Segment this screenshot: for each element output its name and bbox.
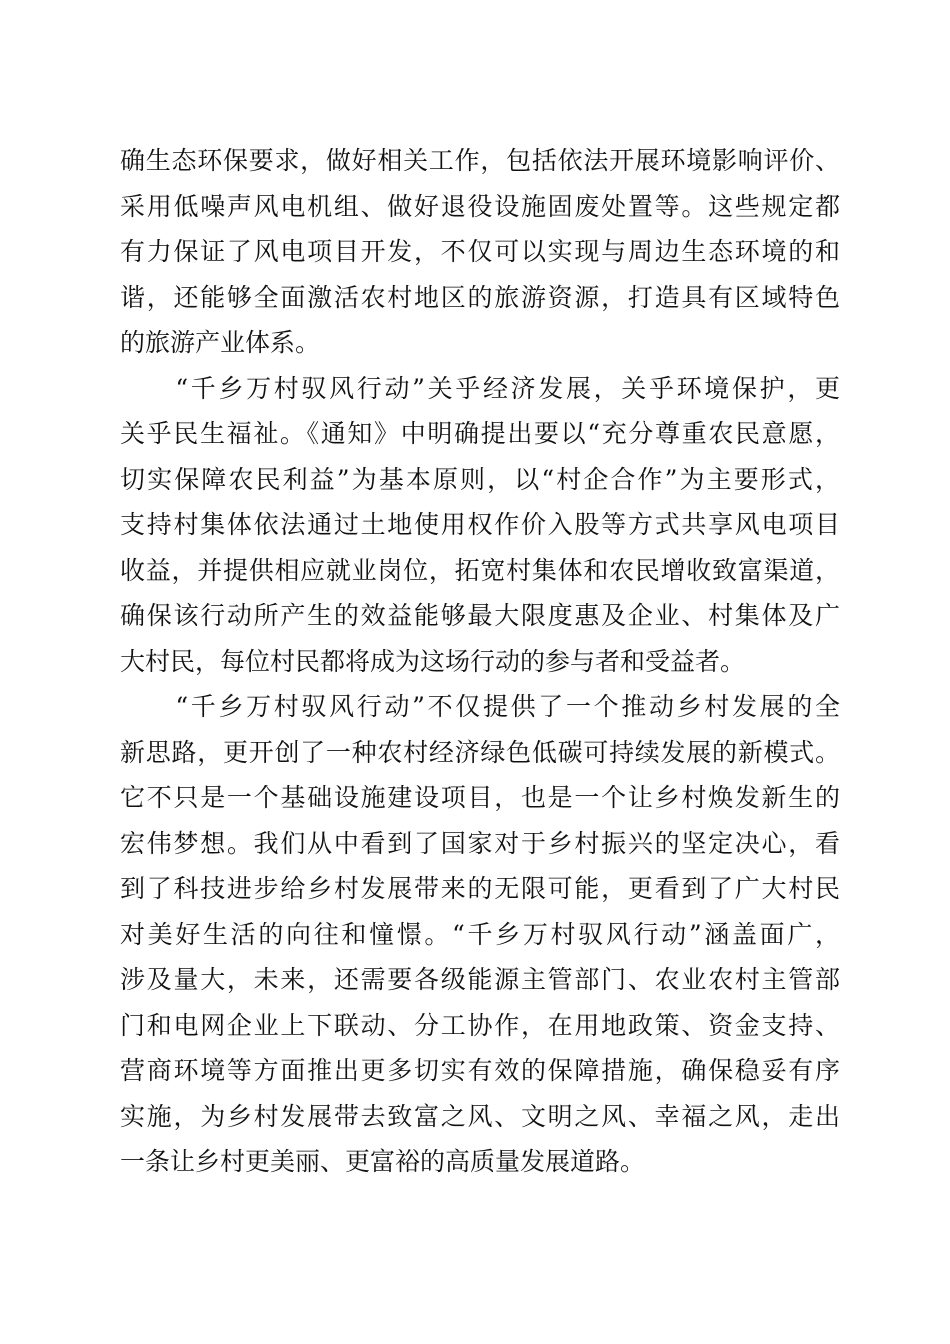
body-text xyxy=(120,138,840,1185)
text-line: 谐，还能够全面激活农村地区的旅游资源，打造具有区域特色 xyxy=(120,282,840,312)
text-line: 门和电网企业上下联动、分工协作，在用地政策、资金支持、 xyxy=(120,1010,840,1040)
text-line: 收益，并提供相应就业岗位，拓宽村集体和农民增收致富渠道， xyxy=(120,555,840,585)
text-line: 涉及量大，未来，还需要各级能源主管部门、农业农村主管部 xyxy=(120,965,840,994)
text-line: 切实保障农民利益”为基本原则，以“村企合作”为主要形式， xyxy=(120,464,840,494)
text-line: 确保该行动所产生的效益能够最大限度惠及企业、村集体及广 xyxy=(120,601,840,630)
text-line: 采用低噪声风电机组、做好退役设施固废处置等。这些规定都 xyxy=(120,191,840,221)
text-line: 大村民，每位村民都将成为这场行动的参与者和受益者。 xyxy=(120,646,746,676)
text-line: 确生态环保要求，做好相关工作，包括依法开展环境影响评价、 xyxy=(120,146,840,175)
text-line: 实施，为乡村发展带去致富之风、文明之风、幸福之风，走出 xyxy=(120,1101,840,1131)
text-line: 关乎民生福祉。《通知》中明确提出要以“充分尊重农民意愿， xyxy=(120,419,840,448)
text-line: 的旅游产业体系。 xyxy=(120,328,321,357)
text-line: 对美好生活的向往和憧憬。“千乡万村驭风行动”涵盖面广， xyxy=(120,919,840,949)
text-line: “千乡万村驭风行动”关乎经济发展，关乎环境保护，更 xyxy=(120,373,840,403)
text-line: 新思路，更开创了一种农村经济绿色低碳可持续发展的新模式。 xyxy=(120,737,840,767)
text-line: 到了科技进步给乡村发展带来的无限可能，更看到了广大村民 xyxy=(120,874,840,903)
text-line: 有力保证了风电项目开发，不仅可以实现与周边生态环境的和 xyxy=(120,237,840,266)
text-line: 支持村集体依法通过土地使用权作价入股等方式共享风电项目 xyxy=(120,510,840,539)
text-line: 宏伟梦想。我们从中看到了国家对于乡村振兴的坚定决心，看 xyxy=(120,828,840,858)
text-line: 营商环境等方面推出更多切实有效的保障措施，确保稳妥有序 xyxy=(120,1056,840,1085)
text-line: 一条让乡村更美丽、更富裕的高质量发展道路。 xyxy=(120,1147,646,1176)
text-line: 它不只是一个基础设施建设项目，也是一个让乡村焕发新生的 xyxy=(120,783,840,812)
text-line: “千乡万村驭风行动”不仅提供了一个推动乡村发展的全 xyxy=(120,692,840,721)
